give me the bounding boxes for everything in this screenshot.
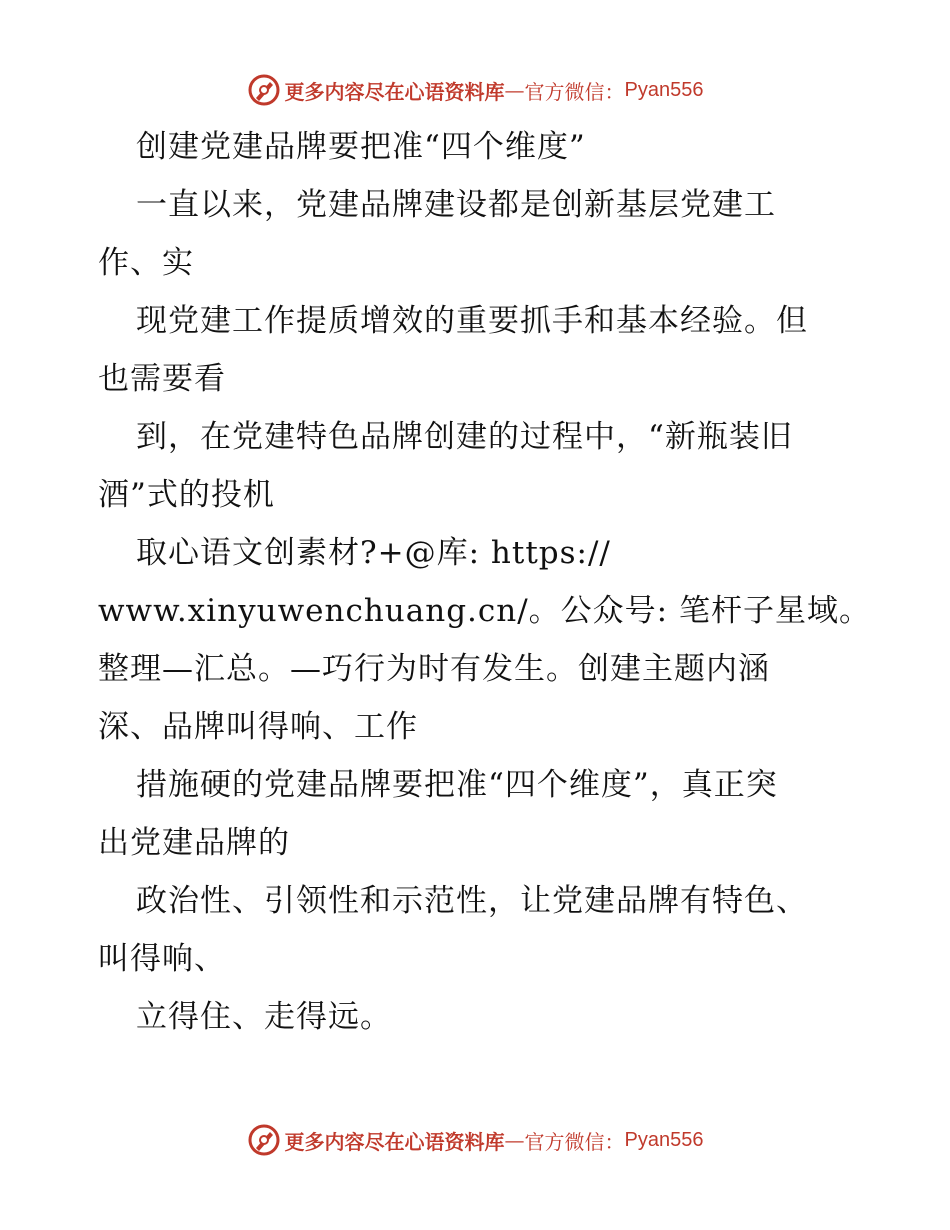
doc-line: 政治性、引领性和示范性，让党建品牌有特色、 bbox=[136, 883, 808, 919]
doc-line: 出党建品牌的 bbox=[98, 825, 290, 861]
header-banner bbox=[0, 70, 950, 110]
footer-dash: — bbox=[504, 1128, 525, 1152]
header-wechat-id: Pyan556 bbox=[624, 78, 704, 101]
pen-logo-icon bbox=[247, 1123, 281, 1157]
doc-line: 也需要看 bbox=[98, 361, 226, 397]
footer-wechat-id: Pyan556 bbox=[624, 1128, 704, 1151]
doc-line: 叫得响、 bbox=[98, 941, 226, 977]
footer-main-text: 更多内容尽在心语资料库 bbox=[284, 1129, 505, 1154]
doc-line-url: www.xinyuwenchuang.cn/。公众号: 笔杆子星域。 bbox=[98, 593, 871, 629]
header-dash: — bbox=[504, 78, 525, 102]
doc-line: 到，在党建特色品牌创建的过程中，“新瓶装旧 bbox=[136, 419, 793, 455]
doc-title: 创建党建品牌要把准“四个维度” bbox=[136, 129, 586, 165]
doc-line: 作、实 bbox=[98, 245, 194, 281]
pen-logo-icon bbox=[247, 73, 281, 107]
doc-line: 深、品牌叫得响、工作 bbox=[98, 709, 418, 745]
doc-line: 酒”式的投机 bbox=[98, 477, 275, 513]
doc-line: 现党建工作提质增效的重要抓手和基本经验。但 bbox=[136, 303, 808, 339]
footer-banner bbox=[0, 1120, 950, 1160]
doc-line: 取心语文创素材?+@库: https:// bbox=[136, 535, 611, 571]
header-main-text: 更多内容尽在心语资料库 bbox=[284, 79, 505, 104]
doc-line: 措施硬的党建品牌要把准“四个维度”，真正突 bbox=[136, 767, 778, 803]
header-wechat-label: 官方微信： bbox=[524, 79, 625, 104]
doc-line: 整理—汇总。—巧行为时有发生。创建主题内涵 bbox=[98, 651, 770, 687]
footer-wechat-label: 官方微信： bbox=[524, 1129, 625, 1154]
document-body bbox=[98, 118, 871, 1046]
doc-line: 一直以来，党建品牌建设都是创新基层党建工 bbox=[136, 187, 776, 223]
doc-line: 立得住、走得远。 bbox=[136, 999, 392, 1035]
